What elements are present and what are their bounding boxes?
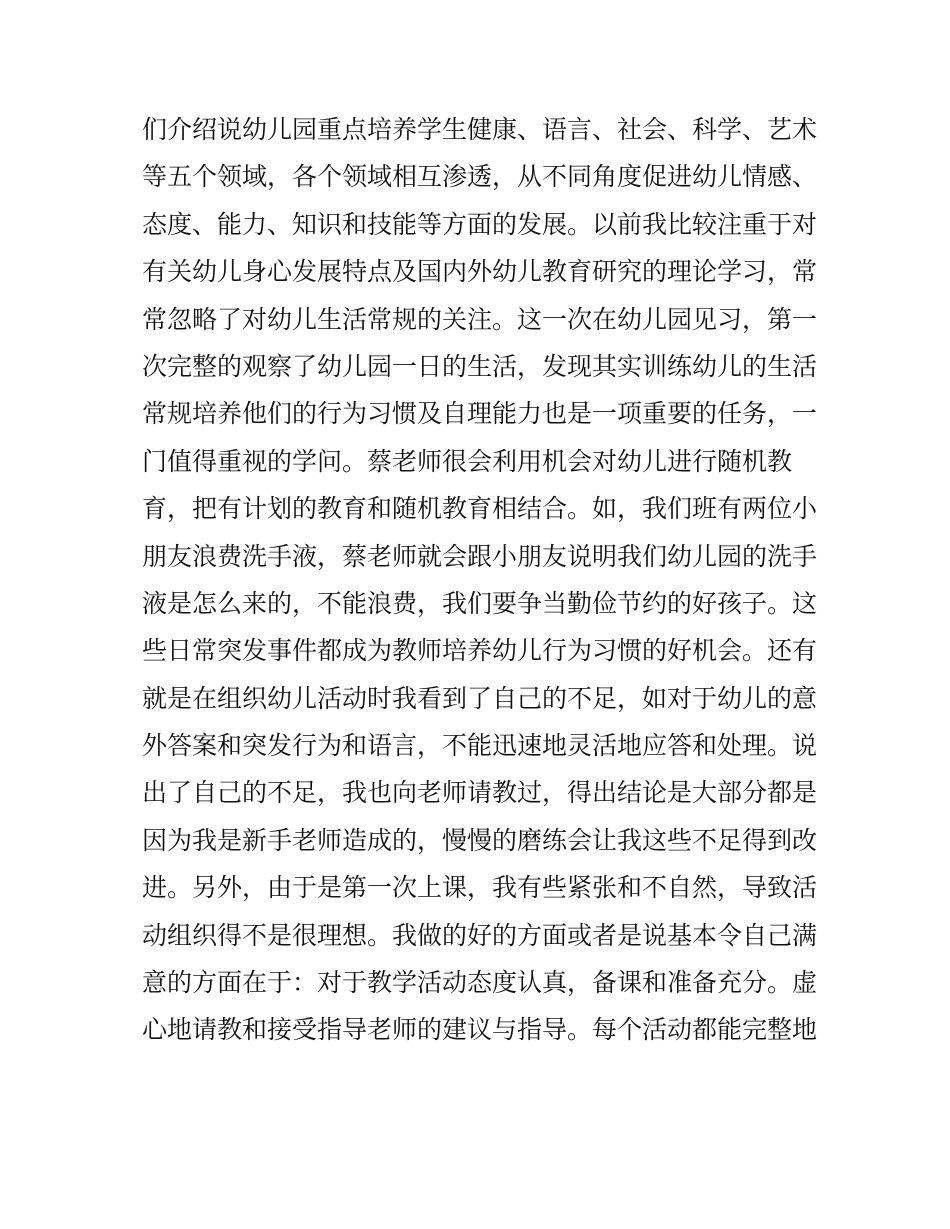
text-line: 态度、能力、知识和技能等方面的发展。以前我比较注重于对: [142, 209, 818, 239]
text-line: 意的方面在于：对于教学活动态度认真，备课和准备充分。虚: [142, 968, 818, 998]
text-line: 些日常突发事件都成为教师培养幼儿行为习惯的好机会。还有: [142, 636, 818, 666]
text-line: 次完整的观察了幼儿园一日的生活，发现其实训练幼儿的生活: [142, 351, 818, 381]
text-line: 有关幼儿身心发展特点及国内外幼儿教育研究的理论学习，常: [142, 257, 818, 287]
text-line: 外答案和突发行为和语言，不能迅速地灵活地应答和处理。说: [142, 731, 818, 761]
text-line: 进。另外，由于是第一次上课，我有些紧张和不自然，导致活: [142, 873, 818, 903]
text-line: 因为我是新手老师造成的，慢慢的磨练会让我这些不足得到改: [142, 825, 818, 855]
text-line: 出了自己的不足，我也向老师请教过，得出结论是大部分都是: [142, 778, 818, 808]
text-line: 就是在组织幼儿活动时我看到了自己的不足，如对于幼儿的意: [142, 683, 818, 713]
text-line: 育，把有计划的教育和随机教育相结合。如，我们班有两位小: [142, 494, 818, 524]
body-text: [142, 106, 822, 1054]
text-line: 液是怎么来的，不能浪费，我们要争当勤俭节约的好孩子。这: [142, 588, 818, 618]
text-line: 等五个领域，各个领域相互渗透，从不同角度促进幼儿情感、: [142, 162, 818, 192]
text-line: 动组织得不是很理想。我做的好的方面或者是说基本令自己满: [142, 920, 818, 950]
text-line: 朋友浪费洗手液，蔡老师就会跟小朋友说明我们幼儿园的洗手: [142, 541, 818, 571]
text-line: 们介绍说幼儿园重点培养学生健康、语言、社会、科学、艺术: [142, 115, 818, 144]
text-line: 心地请教和接受指导老师的建议与指导。每个活动都能完整地: [142, 1015, 818, 1045]
text-line: 常忽略了对幼儿生活常规的关注。这一次在幼儿园见习，第一: [142, 304, 818, 334]
text-line: 门值得重视的学问。蔡老师很会利用机会对幼儿进行随机教: [142, 446, 793, 476]
text-line: 常规培养他们的行为习惯及自理能力也是一项重要的任务，一: [142, 399, 818, 429]
